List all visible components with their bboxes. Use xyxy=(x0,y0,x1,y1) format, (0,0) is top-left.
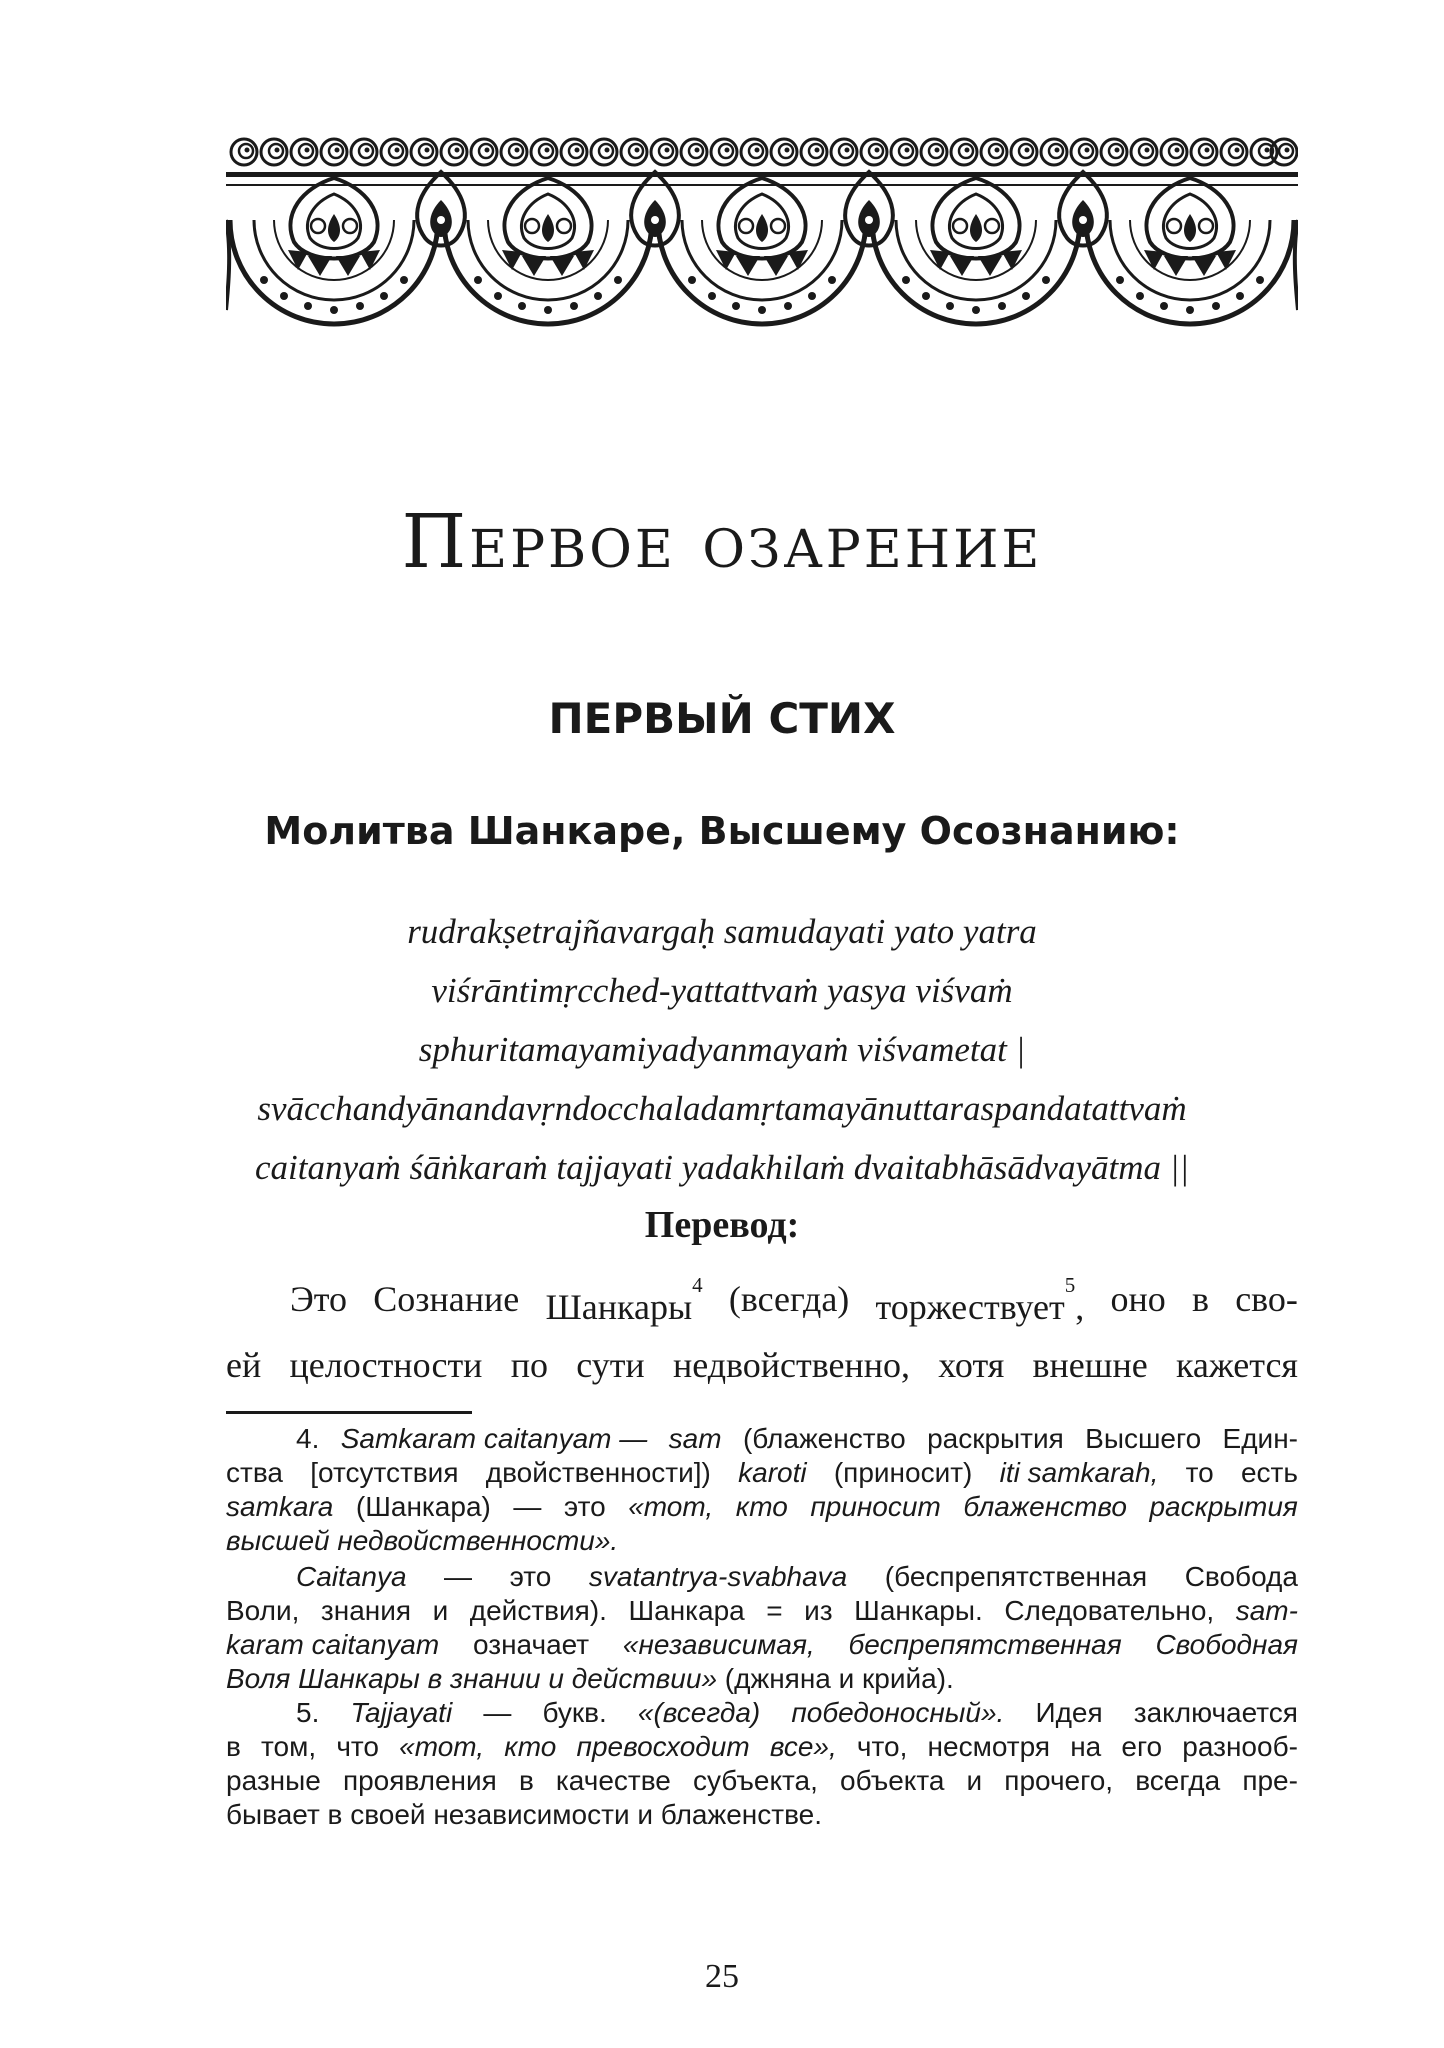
word: хотя xyxy=(938,1345,1005,1385)
word: всегда xyxy=(1135,1765,1221,1796)
punctuation: , xyxy=(1075,1287,1085,1327)
word: сути xyxy=(576,1345,645,1385)
word: раскрытия xyxy=(927,1423,1064,1454)
footnote-4-line xyxy=(226,1524,1298,1558)
word: Сознание xyxy=(373,1279,520,1319)
word: — xyxy=(513,1491,542,1522)
word: Свобода xyxy=(1184,1561,1298,1592)
word-with-footnote xyxy=(545,1270,702,1336)
word: приносит xyxy=(810,1491,941,1522)
word: блаженство xyxy=(963,1491,1127,1522)
word: внешне xyxy=(1032,1345,1148,1385)
word: победоносный». xyxy=(791,1697,1005,1728)
word: «независимая, xyxy=(622,1629,815,1660)
word: том, xyxy=(261,1731,317,1762)
footnote-4-line xyxy=(226,1628,1298,1662)
footnote-4-line xyxy=(226,1594,1298,1628)
word: кто xyxy=(735,1491,788,1522)
word: двойственности]) xyxy=(485,1457,711,1488)
word: действия). xyxy=(469,1595,607,1626)
word: знания xyxy=(320,1595,412,1626)
footnotes xyxy=(226,1422,1298,1832)
word: — xyxy=(483,1697,512,1728)
word: karam caitanyam xyxy=(226,1629,440,1660)
word: разные xyxy=(226,1765,321,1796)
word: что xyxy=(336,1731,379,1762)
word: кто xyxy=(504,1731,557,1762)
word: сво- xyxy=(1235,1279,1298,1319)
word: [отсутствия xyxy=(310,1457,459,1488)
word: (приносит) xyxy=(833,1457,973,1488)
sanskrit-line: rudrakṣetrajñavargaḥ samudayati yato yatra xyxy=(407,912,1037,951)
word: Един- xyxy=(1222,1423,1298,1454)
word: «(всегда) xyxy=(637,1697,761,1728)
sanskrit-verse xyxy=(0,902,1444,1197)
word: то xyxy=(1185,1457,1214,1488)
word: Caitanya xyxy=(296,1561,407,1592)
decorative-ornament-border xyxy=(226,130,1298,360)
phrase: (джняна и крийа). xyxy=(717,1663,954,1694)
word: ей xyxy=(226,1345,262,1385)
word: — xyxy=(444,1561,473,1592)
sanskrit-line: sphuritamayamiyadyanmayaṁ viśvametat | xyxy=(418,1030,1026,1069)
word: samkara xyxy=(226,1491,334,1522)
word: оно xyxy=(1110,1279,1166,1319)
sanskrit-line: caitanyaṁ śāṅkaraṁ tajjayati yadakhilaṁ dvaitabhāsādvayātma || xyxy=(255,1148,1189,1187)
verse-heading: ПЕРВЫЙ СТИХ xyxy=(548,694,896,743)
word: в xyxy=(518,1765,534,1796)
word: целостности xyxy=(289,1345,483,1385)
word: Воли, xyxy=(226,1595,300,1626)
footnote-ref-5[interactable]: 5 xyxy=(1064,1273,1076,1297)
word: iti samkarah, xyxy=(999,1457,1159,1488)
footnote-number: 4. xyxy=(296,1423,320,1454)
word: субъекта, xyxy=(692,1765,818,1796)
word: Шанкара xyxy=(628,1595,745,1626)
word: Это xyxy=(290,1279,348,1319)
phrase: Воля Шанкары в знании и действии» xyxy=(226,1663,718,1694)
word: svatantrya-svabhava xyxy=(588,1561,848,1592)
word: Samkaram caitanyam — xyxy=(340,1423,648,1454)
word: Идея xyxy=(1035,1697,1103,1728)
word: по xyxy=(510,1345,548,1385)
prayer-heading: Молитва Шанкаре, Высшему Осознанию: xyxy=(264,809,1180,853)
word: это xyxy=(509,1561,552,1592)
word: и xyxy=(432,1595,449,1626)
word: недвойственно, xyxy=(672,1345,911,1385)
word: (Шанкара) xyxy=(355,1491,491,1522)
word: из xyxy=(804,1595,833,1626)
word: Следовательно, xyxy=(1004,1595,1215,1626)
word: (беспрепятственная xyxy=(884,1561,1148,1592)
word: (блаженство xyxy=(742,1423,906,1454)
word: есть xyxy=(1240,1457,1298,1488)
word-with-footnote xyxy=(876,1270,1085,1336)
page-number: 25 xyxy=(705,1958,739,1995)
chapter-title: Первое озарение xyxy=(401,499,1043,585)
footnote-4-line xyxy=(226,1662,1298,1696)
word: кажется xyxy=(1175,1345,1298,1385)
footnote-4-line xyxy=(226,1490,1298,1524)
word: раскрытия xyxy=(1149,1491,1298,1522)
word: торжествует xyxy=(875,1287,1065,1327)
word: = xyxy=(766,1595,783,1626)
sanskrit-line: viśrāntimṛcched-yattattvaṁ yasya viśvaṁ xyxy=(431,971,1013,1010)
footnote-5-line xyxy=(226,1764,1298,1798)
phrase: бывает в своей независимости и блаженстве. xyxy=(226,1799,822,1830)
word: беспрепятственная xyxy=(848,1629,1122,1660)
word: его xyxy=(1121,1731,1163,1762)
word: karoti xyxy=(738,1457,807,1488)
word: пре- xyxy=(1242,1765,1298,1796)
paragraph-line xyxy=(226,1336,1298,1394)
footnote-ref-4[interactable]: 4 xyxy=(692,1273,703,1297)
word: Свободная xyxy=(1155,1629,1298,1660)
footnote-number: 5. xyxy=(296,1697,320,1728)
word: это xyxy=(563,1491,606,1522)
footnote-separator xyxy=(226,1411,472,1414)
sanskrit-line: svācchandyānandavṛndocchaladamṛtamayānuttaraspandatattvaṁ xyxy=(257,1089,1187,1128)
footnote-5-line xyxy=(226,1798,1298,1832)
word: Tajjayati xyxy=(350,1697,453,1728)
word: несмотря xyxy=(927,1731,1051,1762)
paragraph-line xyxy=(226,1270,1298,1336)
word: проявления xyxy=(342,1765,497,1796)
word: «тот, xyxy=(399,1731,485,1762)
footnote-4-line xyxy=(226,1560,1298,1594)
footnote-5-line xyxy=(226,1730,1298,1764)
word: прочего, xyxy=(1004,1765,1114,1796)
footnote-4-line xyxy=(226,1422,1298,1456)
word: в xyxy=(226,1731,241,1762)
word: на xyxy=(1070,1731,1102,1762)
footnote-5-line xyxy=(226,1696,1298,1730)
word: объекта xyxy=(840,1765,945,1796)
word: превосходит xyxy=(576,1731,750,1762)
word: ства xyxy=(226,1457,283,1488)
translation-paragraph xyxy=(226,1270,1298,1394)
word: sam- xyxy=(1235,1595,1298,1626)
word: Высшего xyxy=(1085,1423,1202,1454)
word: все», xyxy=(769,1731,837,1762)
word: что, xyxy=(856,1731,908,1762)
word: и xyxy=(966,1765,983,1796)
word: в xyxy=(1191,1279,1209,1319)
word: разнооб- xyxy=(1182,1731,1298,1762)
word: заключается xyxy=(1133,1697,1298,1728)
word: (всегда) xyxy=(728,1279,850,1319)
word: sam xyxy=(668,1423,722,1454)
phrase: высшей недвойственности». xyxy=(226,1525,619,1556)
footnote-4-line xyxy=(226,1456,1298,1490)
word: Шанкары xyxy=(545,1287,693,1327)
translation-heading: Перевод: xyxy=(644,1204,800,1246)
word: означает xyxy=(472,1629,590,1660)
word: «тот, xyxy=(628,1491,714,1522)
word: качестве xyxy=(555,1765,671,1796)
word: Шанкары. xyxy=(854,1595,983,1626)
word: букв. xyxy=(542,1697,607,1728)
